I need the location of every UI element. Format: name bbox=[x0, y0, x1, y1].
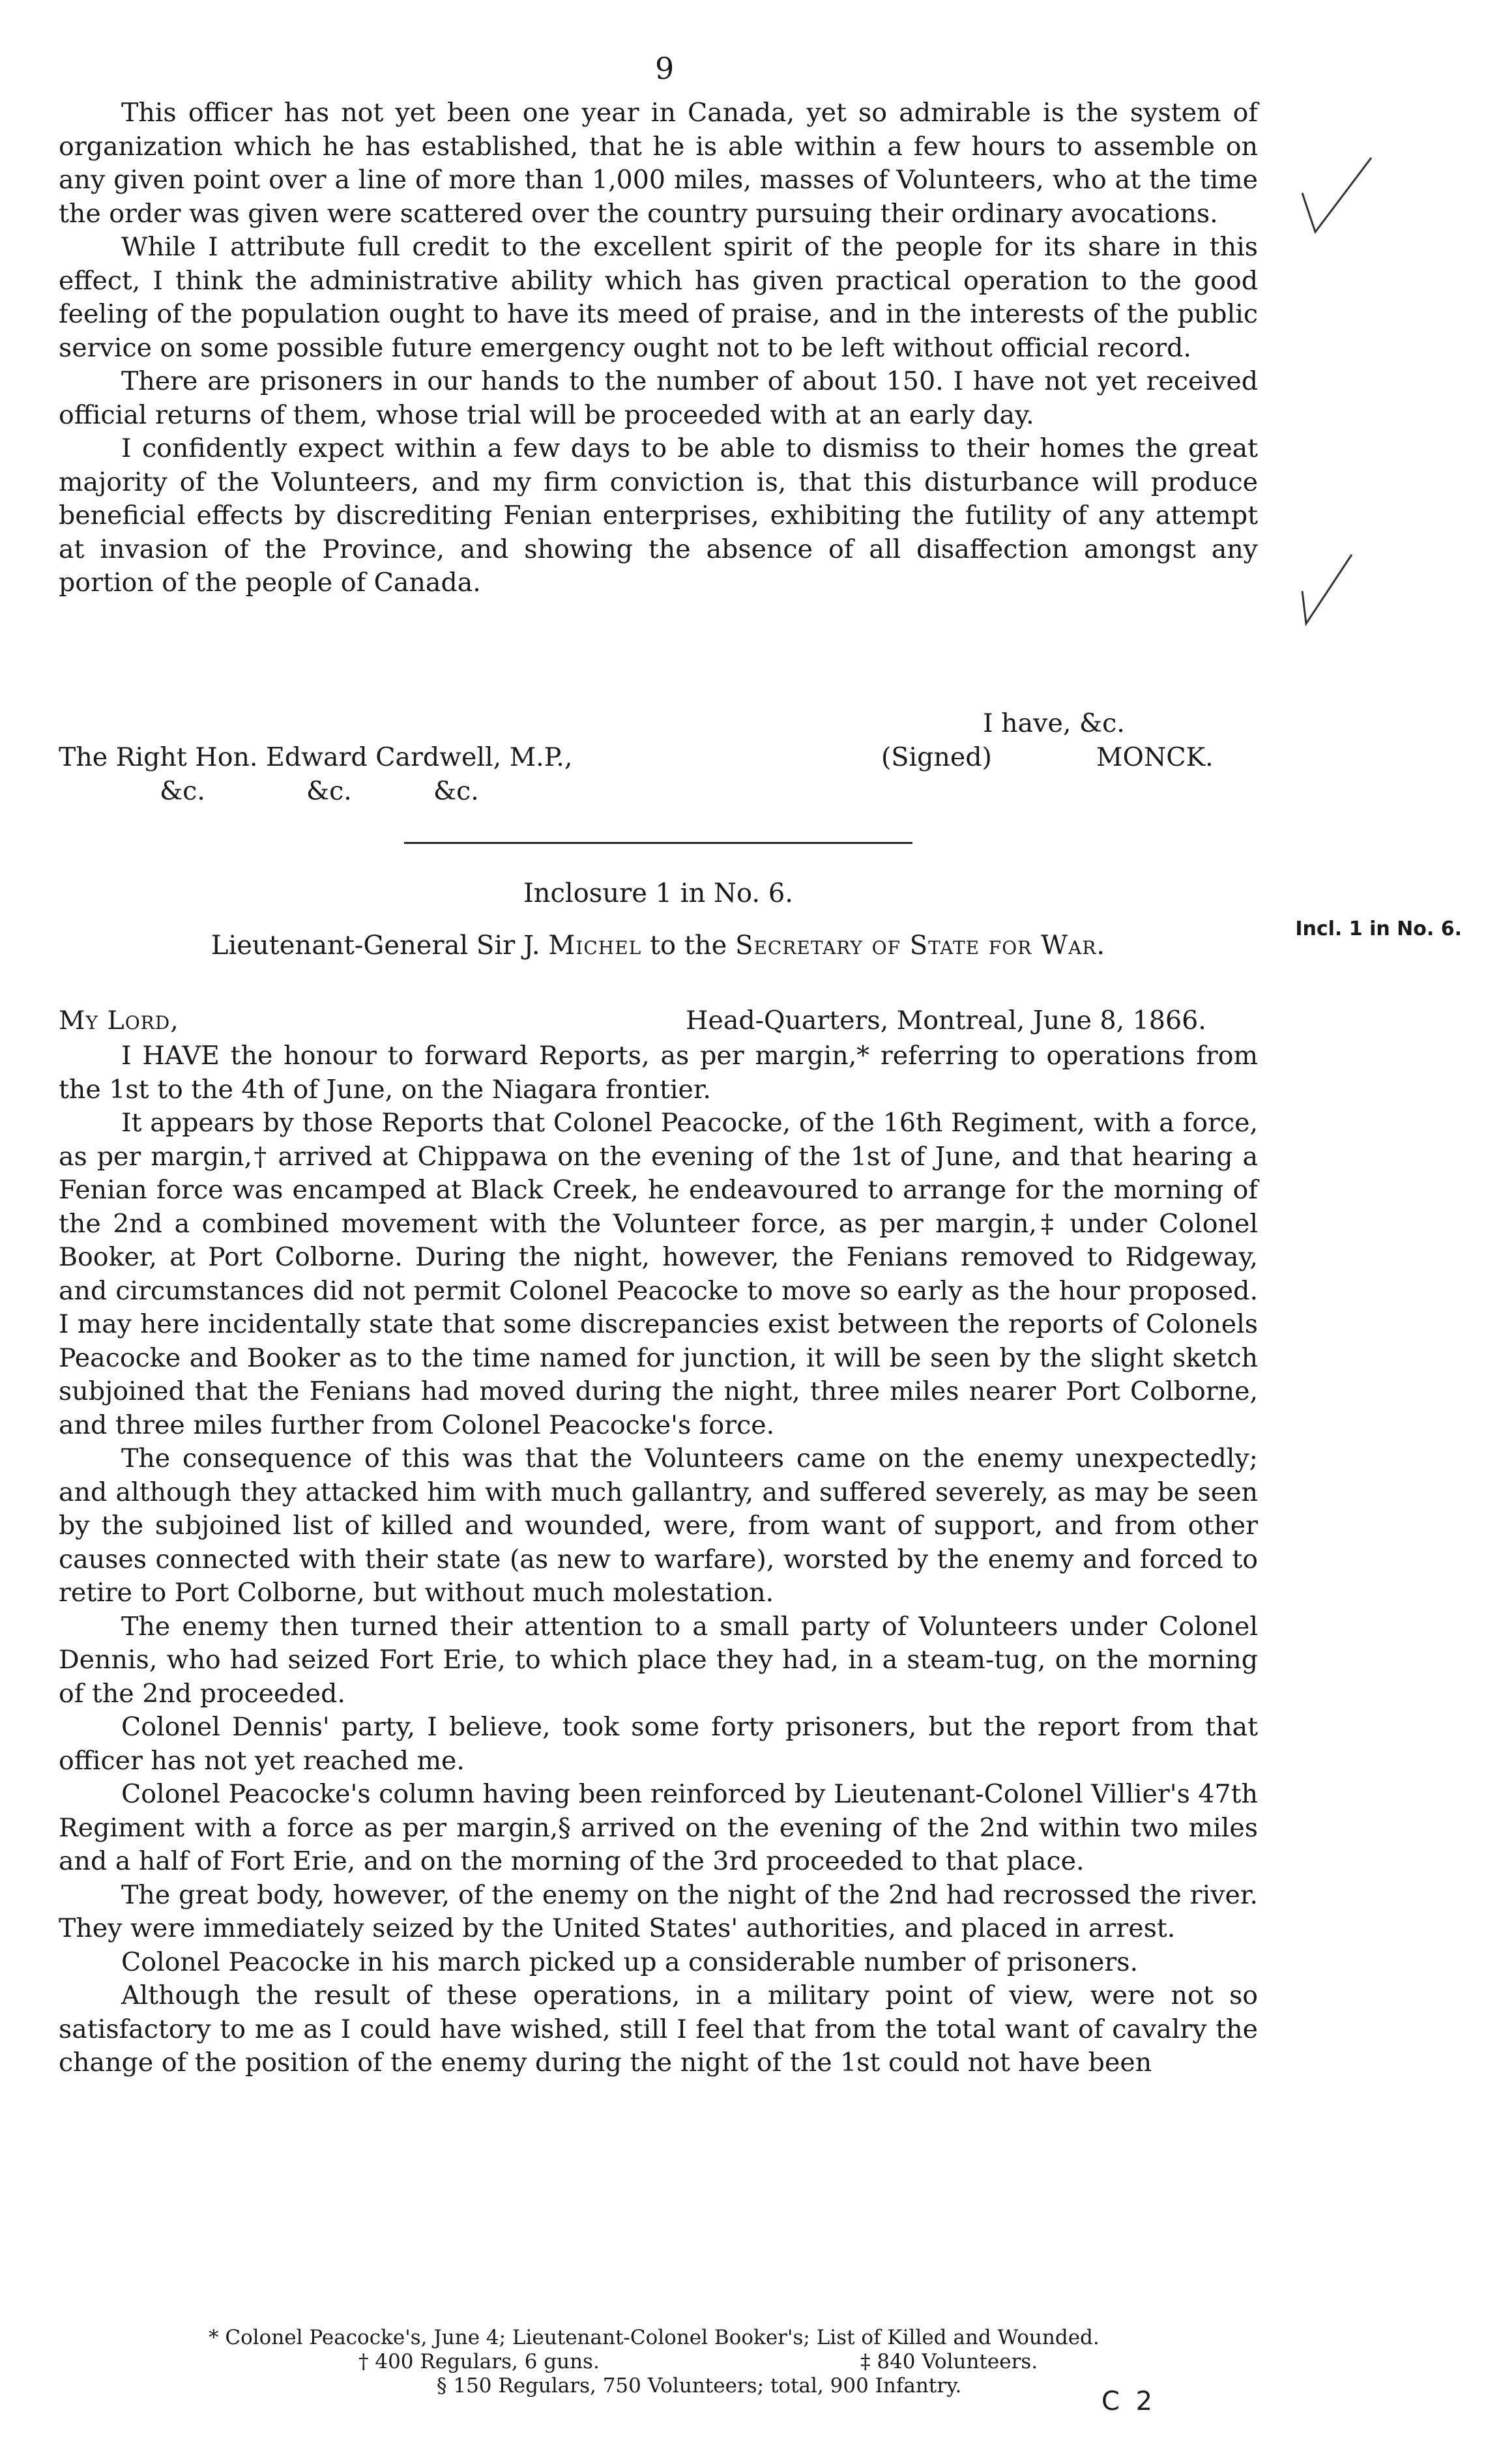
inclosure-paragraph-9: Although the result of these operations, in a military point of view, were not so satisfactory to me as I could have wished, still I feel that from the total want of cavalry the change of the position of the enemy during the night of the 1st could not have been bbox=[59, 1980, 1258, 2078]
footnote-1: * Colonel Peacocke's, June 4; Lieutenant-Colonel Booker's; List of Killed and Wounded. bbox=[209, 2326, 1100, 2349]
etc-1: &c. bbox=[160, 776, 205, 806]
inclosure-paragraph-4: The enemy then turned their attention to a small party of Volunteers under Colonel Dennis, who had seized Fort Erie, to which place they had, in a steam-tug, on the morning of the 2nd proceeded. bbox=[59, 1611, 1258, 1709]
inclosure-paragraph-3: The consequence of this was that the Volunteers came on the enemy unexpectedly; and although they attacked him with much gallantry, and suffered severely, as may be seen by the subjoined list of killed and wounded, were, from want of support, and from other causes connected with their state (as new to warfare), worsted by the enemy and forced to retire to Port Colborne, but without much molestation. bbox=[59, 1443, 1258, 1608]
salutation-row bbox=[59, 1006, 1258, 1039]
inclosure-heading: Inclosure 1 in No. 6. bbox=[523, 878, 794, 908]
letter-paragraph-1: This officer has not yet been one year in Canada, yet so admirable is the system of organization which he has established, that he is able within a few hours to assemble on any given point over a line of more than 1,000 miles, masses of Volunteers, who at the time the order was given were scattered over the country pursuing their ordinary avocations. bbox=[59, 98, 1258, 229]
inclosure-body bbox=[59, 1039, 1258, 2080]
footnote-2: † 400 Regulars, 6 guns. bbox=[358, 2350, 600, 2373]
letter-closing-block bbox=[59, 707, 1258, 809]
to-title: Secretary of State for War. bbox=[735, 931, 1106, 961]
from-text: Lieutenant-General Sir J. bbox=[211, 931, 540, 961]
closing-phrase: I have, &c. bbox=[983, 708, 1125, 738]
letter-paragraph-4: I confidently expect within a few days to be able to dismiss to their homes the great majority of the Volunteers, and my firm conviction is, that this disturbance will produce beneficial effects by discrediting Fenian enterprises, exhibiting the futility of any attempt at invasion of the Province, and showing the absence of all disaffection amongst any portion of the people of Canada. bbox=[59, 433, 1258, 598]
inclosure-paragraph-8: Colonel Peacocke in his march picked up a considerable number of prisoners. bbox=[121, 1947, 1139, 1977]
addressee: The Right Hon. Edward Cardwell, M.P., bbox=[59, 742, 573, 772]
etc-3: &c. bbox=[433, 776, 479, 806]
inclosure-paragraph-2: It appears by those Reports that Colonel Peacocke, of the 16th Regiment, with a force, as per margin,† arrived at Chippawa on the evening of the 1st of June, and that hearing a Fenian force was encamped at Black Creek, he endeavoured to arrange for the morning of the 2nd a combined movement with the Volunteer force, as per margin,‡ under Colonel Booker, at Port Colborne. During the night, however, the Fenians removed to Ridgeway, and circumstances did not permit Colonel Peacocke to move so early as the hour proposed. I may here incidentally state that some discrepancies exist between the reports of Colonels Peacocke and Booker as to the time named for junction, it will be seen by the slight sketch subjoined that the Fenians had moved during the night, three miles nearer Port Colborne, and three miles further from Colonel Peacocke's force. bbox=[59, 1108, 1258, 1440]
salutation: My Lord, bbox=[59, 1006, 179, 1036]
letter-paragraph-3: There are prisoners in our hands to the number of about 150. I have not yet received official returns of them, whose trial will be proceeded with at an early day. bbox=[59, 366, 1258, 430]
inclosure-paragraph-6: Colonel Peacocke's column having been reinforced by Lieutenant-Colonel Villier's 47th Regiment with a force as per margin,§ arrived on the evening of the 2nd within two miles and a half of Fort Erie, and on the morning of the 3rd proceeded to that place. bbox=[59, 1779, 1258, 1876]
footnote-3: ‡ 840 Volunteers. bbox=[860, 2350, 1038, 2373]
section-divider bbox=[404, 842, 912, 844]
place-date: Head-Quarters, Montreal, June 8, 1866. bbox=[686, 1006, 1206, 1036]
etc-2: &c. bbox=[306, 776, 352, 806]
to-word: to the bbox=[649, 931, 727, 961]
letter-paragraph-2: While I attribute full credit to the excellent spirit of the people for its share in this effect, I think the administrative ability which has given practical operation to the good feeling of the population ought to have its meed of praise, and in the interests of the public service on some possible future emergency ought not to be left without official record. bbox=[59, 232, 1258, 363]
margin-note: Incl. 1 in No. 6. bbox=[1295, 918, 1462, 940]
inclosure-paragraph-7: The great body, however, of the enemy on the night of the 2nd had recrossed the river. They were immediately seized by the United States' authorities, and placed in arrest. bbox=[59, 1879, 1258, 1943]
page-signature: C 2 bbox=[1101, 2386, 1157, 2416]
pencil-tick-icon bbox=[1297, 551, 1356, 629]
page-number: 9 bbox=[655, 51, 675, 86]
footnote-4: § 150 Regulars, 750 Volunteers; total, 900 Infantry. bbox=[437, 2374, 962, 2398]
inclosure-paragraph-5: Colonel Dennis' party, I believe, took some forty prisoners, but the report from that officer has not yet reached me. bbox=[59, 1712, 1258, 1776]
pencil-tick-icon bbox=[1298, 155, 1377, 240]
signatory: MONCK. bbox=[1096, 742, 1214, 772]
inclosure-subheading bbox=[59, 931, 1258, 961]
signed-label: (Signed) bbox=[881, 742, 992, 772]
inclosure-paragraph-1: I HAVE the honour to forward Reports, as per margin,* referring to operations from the 1st to the 4th of June, on the Niagara frontier. bbox=[59, 1041, 1258, 1105]
from-name: Michel bbox=[548, 931, 642, 961]
letter-body bbox=[59, 96, 1258, 600]
